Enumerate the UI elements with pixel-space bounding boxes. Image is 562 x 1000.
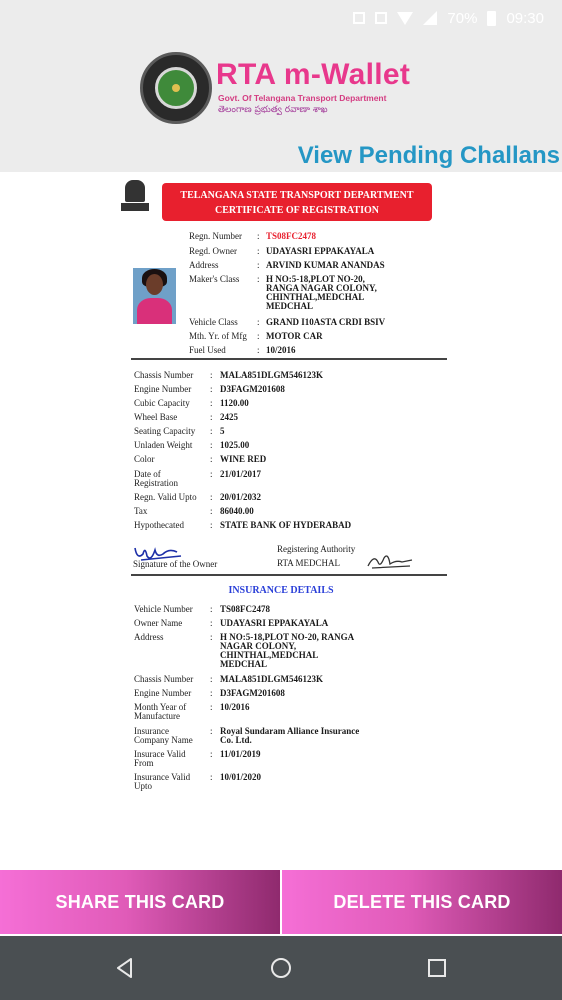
field-colon: : — [210, 618, 213, 628]
field-label: Hypothecated — [134, 520, 184, 530]
registration-certificate — [0, 172, 562, 870]
certificate-banner — [162, 183, 432, 221]
field-label: Registration — [134, 478, 178, 488]
field-colon: : — [257, 331, 260, 341]
field-value: 5 — [220, 426, 225, 436]
field-colon: : — [210, 454, 213, 464]
field-value: CHINTHAL,MEDCHAL — [220, 650, 319, 660]
banner-title: TELANGANA STATE TRANSPORT DEPARTMENT — [180, 190, 414, 201]
battery-icon — [487, 11, 496, 26]
signal-icon — [423, 11, 437, 25]
app-logo — [140, 52, 440, 126]
field-label: From — [134, 758, 154, 768]
field-label: Regd. Owner — [189, 246, 237, 256]
field-value: MOTOR CAR — [266, 331, 323, 341]
field-colon: : — [210, 506, 213, 516]
field-value: UDAYASRI EPPAKAYALA — [266, 246, 375, 256]
field-colon: : — [210, 632, 213, 642]
field-value: MEDCHAL — [220, 659, 267, 669]
field-value: ARVIND KUMAR ANANDAS — [266, 260, 385, 270]
field-value: H NO:5-18,PLOT NO-20, — [266, 274, 365, 284]
field-value: 11/01/2019 — [220, 749, 261, 759]
field-label: Unladen Weight — [134, 440, 193, 450]
field-value: MALA851DLGM546123K — [220, 674, 323, 684]
field-value: Co. Ltd. — [220, 735, 252, 745]
field-value: D3FAGM201608 — [220, 384, 285, 394]
clock: 09:30 — [506, 9, 544, 27]
field-label: Address — [134, 632, 164, 642]
field-label: Engine Number — [134, 384, 192, 394]
field-label: Chassis Number — [134, 370, 194, 380]
authority-signature — [366, 550, 414, 572]
ashoka-emblem-icon — [121, 180, 149, 220]
field-label: Regn. Valid Upto — [134, 492, 197, 502]
field-value: STATE BANK OF HYDERABAD — [220, 520, 352, 530]
status-bar — [0, 0, 562, 36]
status-icons — [353, 8, 544, 28]
field-label: Owner Name — [134, 618, 183, 628]
field-label: Wheel Base — [134, 412, 178, 422]
field-label: Tax — [134, 506, 148, 516]
field-colon: : — [257, 231, 260, 241]
field-label: Company Name — [134, 735, 193, 745]
app-header — [0, 36, 562, 172]
field-label: Chassis Number — [134, 674, 194, 684]
field-value: 1025.00 — [220, 440, 250, 450]
telangana-emblem-icon — [140, 52, 212, 124]
field-colon: : — [257, 345, 260, 355]
field-value: UDAYASRI EPPAKAYALA — [220, 618, 329, 628]
field-value: 10/2016 — [266, 345, 296, 355]
field-colon: : — [210, 384, 213, 394]
field-value: NAGAR COLONY, — [220, 641, 297, 651]
field-label: Date of — [134, 469, 161, 479]
field-value: TS08FC2478 — [266, 231, 317, 241]
home-icon[interactable] — [269, 956, 293, 980]
field-colon: : — [257, 246, 260, 256]
app-subtitle: Govt. Of Telangana Transport Department — [218, 93, 387, 103]
delete-card-label: DELETE THIS CARD — [333, 891, 511, 912]
field-colon: : — [210, 440, 213, 450]
field-label: Vehicle Number — [134, 604, 193, 614]
field-label: Address — [189, 260, 219, 270]
field-value: 1120.00 — [220, 398, 249, 408]
wifi-icon — [397, 12, 413, 25]
field-value: MALA851DLGM546123K — [220, 370, 323, 380]
field-colon: : — [210, 520, 213, 530]
field-label: Insurance Valid — [134, 772, 191, 782]
view-pending-challans-link[interactable]: View Pending Challans — [297, 142, 560, 169]
field-value: D3FAGM201608 — [220, 688, 285, 698]
screenshot-icon — [375, 12, 387, 24]
section-divider — [131, 574, 447, 576]
field-value: GRAND I10ASTA CRDI BSIV — [266, 317, 386, 327]
field-colon: : — [210, 688, 213, 698]
app-title: RTA m-Wallet — [216, 58, 411, 91]
field-label: Vehicle Class — [189, 317, 238, 327]
field-value: H NO:5-18,PLOT NO-20, RANGA — [220, 632, 355, 642]
battery-percent: 70% — [447, 9, 478, 27]
field-value: 86040.00 — [220, 506, 254, 516]
field-colon: : — [210, 492, 213, 502]
owner-photo — [133, 268, 176, 324]
banner-subtitle: CERTIFICATE OF REGISTRATION — [215, 205, 379, 216]
field-colon: : — [210, 412, 213, 422]
field-colon: : — [210, 702, 213, 712]
share-card-label: SHARE THIS CARD — [55, 891, 225, 912]
field-value: 2425 — [220, 412, 238, 422]
field-colon: : — [257, 274, 260, 284]
field-value: CHINTHAL,MEDCHAL — [266, 292, 365, 302]
field-label: Color — [134, 454, 155, 464]
field-colon: : — [210, 726, 213, 736]
app-subtitle-telugu: తెలంగాణ ప్రభుత్వ రవాణా శాఖ — [218, 105, 328, 115]
section-divider — [131, 358, 447, 360]
field-colon: : — [257, 260, 260, 270]
share-card-button[interactable] — [0, 870, 280, 934]
field-label: Mth. Yr. of Mfg — [189, 331, 247, 341]
field-value: 21/01/2017 — [220, 469, 262, 479]
field-label: Month Year of — [134, 702, 187, 712]
rta-place: RTA MEDCHAL — [277, 558, 340, 568]
recents-icon[interactable] — [425, 956, 449, 980]
no-notification-icon — [353, 12, 365, 24]
field-value: 10/01/2020 — [220, 772, 262, 782]
field-colon: : — [210, 398, 213, 408]
field-label: Cubic Capacity — [134, 398, 190, 408]
field-label: Upto — [134, 781, 152, 791]
field-colon: : — [257, 317, 260, 327]
field-colon: : — [210, 674, 213, 684]
field-label: Regn. Number — [189, 231, 242, 241]
field-value: Royal Sundaram Alliance Insurance — [220, 726, 360, 736]
field-label: Manufacture — [134, 711, 180, 721]
field-colon: : — [210, 426, 213, 436]
back-icon[interactable] — [113, 956, 137, 980]
delete-card-button[interactable] — [282, 870, 562, 934]
field-value: WINE RED — [220, 454, 267, 464]
field-colon: : — [210, 604, 213, 614]
field-value: 20/01/2032 — [220, 492, 262, 502]
owner-signature-label: Signature of the Owner — [133, 559, 218, 569]
field-label: Maker's Class — [189, 274, 240, 284]
field-label: Seating Capacity — [134, 426, 196, 436]
field-value: RANGA NAGAR COLONY, — [266, 283, 377, 293]
field-colon: : — [210, 749, 213, 759]
system-nav-bar — [0, 936, 562, 1000]
field-label: Insurace Valid — [134, 749, 186, 759]
field-value: TS08FC2478 — [220, 604, 271, 614]
field-colon: : — [210, 469, 213, 479]
field-colon: : — [210, 772, 213, 782]
field-value: 10/2016 — [220, 702, 250, 712]
field-label: Fuel Used — [189, 345, 226, 355]
field-colon: : — [210, 370, 213, 380]
field-value: MEDCHAL — [266, 301, 313, 311]
field-label: Insurance — [134, 726, 169, 736]
insurance-title: INSURANCE DETAILS — [228, 585, 334, 596]
registering-authority-label: Registering Authority — [277, 544, 356, 554]
field-label: Engine Number — [134, 688, 192, 698]
